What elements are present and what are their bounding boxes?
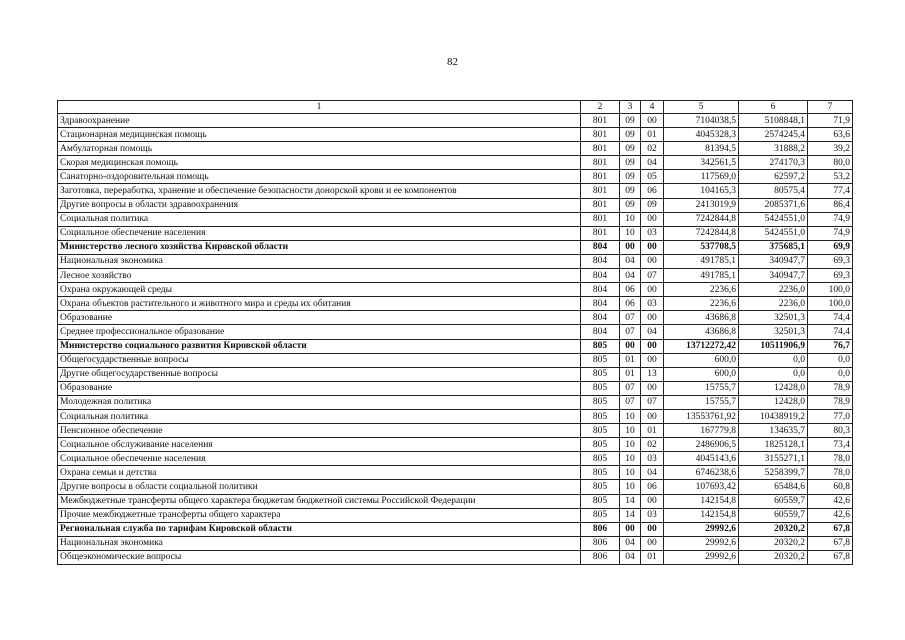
table-row bbox=[58, 269, 853, 283]
row-percent-cell: 67,8 bbox=[808, 522, 853, 536]
header-cell: 2 bbox=[581, 101, 620, 114]
row-name-cell: Прочие межбюджетные трансферты общего характера bbox=[58, 508, 581, 522]
table-row bbox=[58, 395, 853, 409]
table-row bbox=[58, 409, 853, 423]
row-name-cell: Образование bbox=[58, 311, 581, 325]
row-plan-cell: 13553761,92 bbox=[664, 409, 739, 423]
row-percent-cell: 60,8 bbox=[808, 480, 853, 494]
row-subsection-cell: 06 bbox=[641, 480, 664, 494]
table-row bbox=[58, 254, 853, 268]
row-section-cell: 10 bbox=[620, 424, 641, 438]
row-subsection-cell: 04 bbox=[641, 156, 664, 170]
row-section-cell: 07 bbox=[620, 311, 641, 325]
row-subsection-cell: 00 bbox=[641, 114, 664, 128]
row-plan-cell: 342561,5 bbox=[664, 156, 739, 170]
row-section-cell: 04 bbox=[620, 550, 641, 564]
row-code-cell: 805 bbox=[581, 494, 620, 508]
table-row bbox=[58, 353, 853, 367]
row-subsection-cell: 01 bbox=[641, 550, 664, 564]
row-percent-cell: 80,0 bbox=[808, 156, 853, 170]
row-subsection-cell: 00 bbox=[641, 536, 664, 550]
row-percent-cell: 74,4 bbox=[808, 311, 853, 325]
row-name-cell: Социальная политика bbox=[58, 409, 581, 423]
table-row bbox=[58, 198, 853, 212]
row-section-cell: 10 bbox=[620, 480, 641, 494]
row-name-cell: Среднее профессиональное образование bbox=[58, 325, 581, 339]
row-actual-cell: 3155271,1 bbox=[739, 452, 808, 466]
row-plan-cell: 167779,8 bbox=[664, 424, 739, 438]
row-plan-cell: 2236,6 bbox=[664, 297, 739, 311]
row-section-cell: 04 bbox=[620, 536, 641, 550]
row-section-cell: 06 bbox=[620, 297, 641, 311]
row-name-cell: Стационарная медицинская помощь bbox=[58, 128, 581, 142]
table-row bbox=[58, 550, 853, 564]
row-code-cell: 805 bbox=[581, 381, 620, 395]
row-section-cell: 00 bbox=[620, 339, 641, 353]
row-code-cell: 801 bbox=[581, 142, 620, 156]
row-percent-cell: 71,9 bbox=[808, 114, 853, 128]
row-code-cell: 804 bbox=[581, 269, 620, 283]
table-row bbox=[58, 367, 853, 381]
row-subsection-cell: 02 bbox=[641, 142, 664, 156]
row-code-cell: 801 bbox=[581, 128, 620, 142]
row-percent-cell: 74,9 bbox=[808, 212, 853, 226]
table-row bbox=[58, 381, 853, 395]
row-subsection-cell: 01 bbox=[641, 424, 664, 438]
row-plan-cell: 4045328,3 bbox=[664, 128, 739, 142]
row-section-cell: 10 bbox=[620, 438, 641, 452]
row-section-cell: 09 bbox=[620, 156, 641, 170]
row-subsection-cell: 05 bbox=[641, 170, 664, 184]
row-plan-cell: 29992,6 bbox=[664, 522, 739, 536]
row-plan-cell: 491785,1 bbox=[664, 254, 739, 268]
row-actual-cell: 375685,1 bbox=[739, 240, 808, 254]
row-code-cell: 801 bbox=[581, 212, 620, 226]
row-actual-cell: 2085371,6 bbox=[739, 198, 808, 212]
table-row bbox=[58, 466, 853, 480]
row-percent-cell: 63,6 bbox=[808, 128, 853, 142]
table-row bbox=[58, 311, 853, 325]
row-section-cell: 09 bbox=[620, 170, 641, 184]
row-percent-cell: 69,3 bbox=[808, 254, 853, 268]
row-code-cell: 805 bbox=[581, 508, 620, 522]
row-plan-cell: 2486906,5 bbox=[664, 438, 739, 452]
row-name-cell: Заготовка, переработка, хранение и обеспечение безопасности донорской крови и ее компонентов bbox=[58, 184, 581, 198]
row-percent-cell: 86,4 bbox=[808, 198, 853, 212]
row-actual-cell: 20320,2 bbox=[739, 536, 808, 550]
row-actual-cell: 0,0 bbox=[739, 353, 808, 367]
row-actual-cell: 5258399,7 bbox=[739, 466, 808, 480]
row-plan-cell: 7242844,8 bbox=[664, 226, 739, 240]
row-plan-cell: 600,0 bbox=[664, 353, 739, 367]
row-subsection-cell: 00 bbox=[641, 409, 664, 423]
header-cell: 3 bbox=[620, 101, 641, 114]
table-row bbox=[58, 536, 853, 550]
row-section-cell: 10 bbox=[620, 409, 641, 423]
row-actual-cell: 2574245,4 bbox=[739, 128, 808, 142]
row-name-cell: Пенсионное обеспечение bbox=[58, 424, 581, 438]
row-actual-cell: 2236,0 bbox=[739, 297, 808, 311]
row-section-cell: 04 bbox=[620, 254, 641, 268]
row-subsection-cell: 00 bbox=[641, 311, 664, 325]
row-subsection-cell: 07 bbox=[641, 269, 664, 283]
row-name-cell: Национальная экономика bbox=[58, 536, 581, 550]
row-percent-cell: 80,3 bbox=[808, 424, 853, 438]
row-section-cell: 09 bbox=[620, 198, 641, 212]
row-name-cell: Образование bbox=[58, 381, 581, 395]
row-name-cell: Министерство социального развития Кировской области bbox=[58, 339, 581, 353]
row-section-cell: 10 bbox=[620, 226, 641, 240]
row-subsection-cell: 04 bbox=[641, 325, 664, 339]
row-name-cell: Национальная экономика bbox=[58, 254, 581, 268]
row-subsection-cell: 03 bbox=[641, 508, 664, 522]
row-name-cell: Социальное обеспечение населения bbox=[58, 452, 581, 466]
row-plan-cell: 142154,8 bbox=[664, 508, 739, 522]
row-percent-cell: 100,0 bbox=[808, 283, 853, 297]
row-name-cell: Другие вопросы в области социальной политики bbox=[58, 480, 581, 494]
row-code-cell: 805 bbox=[581, 409, 620, 423]
row-actual-cell: 80575,4 bbox=[739, 184, 808, 198]
row-subsection-cell: 04 bbox=[641, 466, 664, 480]
header-cell: 1 bbox=[58, 101, 581, 114]
row-section-cell: 14 bbox=[620, 494, 641, 508]
row-percent-cell: 77,4 bbox=[808, 184, 853, 198]
row-name-cell: Другие общегосударственные вопросы bbox=[58, 367, 581, 381]
table-row bbox=[58, 424, 853, 438]
row-name-cell: Социальная политика bbox=[58, 212, 581, 226]
row-actual-cell: 10438919,2 bbox=[739, 409, 808, 423]
row-subsection-cell: 00 bbox=[641, 212, 664, 226]
row-percent-cell: 76,7 bbox=[808, 339, 853, 353]
row-section-cell: 00 bbox=[620, 240, 641, 254]
table-row bbox=[58, 184, 853, 198]
row-percent-cell: 0,0 bbox=[808, 367, 853, 381]
row-subsection-cell: 13 bbox=[641, 367, 664, 381]
row-code-cell: 806 bbox=[581, 536, 620, 550]
row-actual-cell: 5424551,0 bbox=[739, 226, 808, 240]
table-row bbox=[58, 156, 853, 170]
row-subsection-cell: 00 bbox=[641, 353, 664, 367]
row-code-cell: 804 bbox=[581, 254, 620, 268]
row-actual-cell: 2236,0 bbox=[739, 283, 808, 297]
row-name-cell: Здравоохранение bbox=[58, 114, 581, 128]
row-section-cell: 10 bbox=[620, 452, 641, 466]
row-code-cell: 801 bbox=[581, 156, 620, 170]
row-actual-cell: 10511906,9 bbox=[739, 339, 808, 353]
row-section-cell: 07 bbox=[620, 325, 641, 339]
row-actual-cell: 340947,7 bbox=[739, 269, 808, 283]
row-actual-cell: 1825128,1 bbox=[739, 438, 808, 452]
row-subsection-cell: 00 bbox=[641, 522, 664, 536]
row-name-cell: Общегосударственные вопросы bbox=[58, 353, 581, 367]
row-subsection-cell: 00 bbox=[641, 240, 664, 254]
row-plan-cell: 2236,6 bbox=[664, 283, 739, 297]
row-subsection-cell: 03 bbox=[641, 226, 664, 240]
table-row bbox=[58, 128, 853, 142]
row-actual-cell: 0,0 bbox=[739, 367, 808, 381]
row-percent-cell: 73,4 bbox=[808, 438, 853, 452]
row-code-cell: 805 bbox=[581, 339, 620, 353]
table-row bbox=[58, 170, 853, 184]
row-subsection-cell: 06 bbox=[641, 184, 664, 198]
table-header-row bbox=[58, 101, 853, 114]
row-code-cell: 804 bbox=[581, 311, 620, 325]
row-actual-cell: 12428,0 bbox=[739, 381, 808, 395]
row-section-cell: 09 bbox=[620, 184, 641, 198]
row-plan-cell: 43686,8 bbox=[664, 311, 739, 325]
row-percent-cell: 69,3 bbox=[808, 269, 853, 283]
row-actual-cell: 20320,2 bbox=[739, 550, 808, 564]
row-name-cell: Министерство лесного хозяйства Кировской области bbox=[58, 240, 581, 254]
row-subsection-cell: 00 bbox=[641, 254, 664, 268]
row-code-cell: 806 bbox=[581, 550, 620, 564]
row-plan-cell: 491785,1 bbox=[664, 269, 739, 283]
row-plan-cell: 142154,8 bbox=[664, 494, 739, 508]
row-actual-cell: 274170,3 bbox=[739, 156, 808, 170]
row-name-cell: Амбулаторная помощь bbox=[58, 142, 581, 156]
row-code-cell: 804 bbox=[581, 283, 620, 297]
row-percent-cell: 0,0 bbox=[808, 353, 853, 367]
row-plan-cell: 2413019,9 bbox=[664, 198, 739, 212]
row-section-cell: 01 bbox=[620, 367, 641, 381]
row-section-cell: 09 bbox=[620, 128, 641, 142]
row-subsection-cell: 00 bbox=[641, 381, 664, 395]
row-code-cell: 805 bbox=[581, 466, 620, 480]
row-name-cell: Межбюджетные трансферты общего характера бюджетам бюджетной системы Российской Федерации bbox=[58, 494, 581, 508]
row-percent-cell: 42,6 bbox=[808, 494, 853, 508]
row-actual-cell: 32501,3 bbox=[739, 311, 808, 325]
row-code-cell: 804 bbox=[581, 325, 620, 339]
row-actual-cell: 20320,2 bbox=[739, 522, 808, 536]
row-section-cell: 01 bbox=[620, 353, 641, 367]
table-row bbox=[58, 522, 853, 536]
row-actual-cell: 60559,7 bbox=[739, 508, 808, 522]
row-percent-cell: 78,9 bbox=[808, 395, 853, 409]
row-subsection-cell: 00 bbox=[641, 339, 664, 353]
row-percent-cell: 100,0 bbox=[808, 297, 853, 311]
row-subsection-cell: 00 bbox=[641, 283, 664, 297]
row-code-cell: 801 bbox=[581, 170, 620, 184]
row-plan-cell: 4045143,6 bbox=[664, 452, 739, 466]
row-actual-cell: 340947,7 bbox=[739, 254, 808, 268]
budget-table bbox=[57, 100, 853, 565]
row-percent-cell: 67,8 bbox=[808, 550, 853, 564]
row-percent-cell: 78,0 bbox=[808, 452, 853, 466]
table-row bbox=[58, 480, 853, 494]
table-row bbox=[58, 212, 853, 226]
row-code-cell: 801 bbox=[581, 198, 620, 212]
row-code-cell: 805 bbox=[581, 452, 620, 466]
table-row bbox=[58, 142, 853, 156]
row-name-cell: Другие вопросы в области здравоохранения bbox=[58, 198, 581, 212]
row-name-cell: Охрана объектов растительного и животного мира и среды их обитания bbox=[58, 297, 581, 311]
table-row bbox=[58, 452, 853, 466]
row-actual-cell: 12428,0 bbox=[739, 395, 808, 409]
row-name-cell: Социальное обеспечение населения bbox=[58, 226, 581, 240]
row-percent-cell: 77,0 bbox=[808, 409, 853, 423]
row-name-cell: Социальное обслуживание населения bbox=[58, 438, 581, 452]
row-plan-cell: 6746238,6 bbox=[664, 466, 739, 480]
row-name-cell: Санаторно-оздоровительная помощь bbox=[58, 170, 581, 184]
row-percent-cell: 67,8 bbox=[808, 536, 853, 550]
header-cell: 4 bbox=[641, 101, 664, 114]
row-section-cell: 07 bbox=[620, 381, 641, 395]
row-plan-cell: 15755,7 bbox=[664, 381, 739, 395]
row-code-cell: 804 bbox=[581, 240, 620, 254]
row-code-cell: 805 bbox=[581, 353, 620, 367]
row-plan-cell: 81394,5 bbox=[664, 142, 739, 156]
row-subsection-cell: 09 bbox=[641, 198, 664, 212]
row-percent-cell: 78,9 bbox=[808, 381, 853, 395]
row-plan-cell: 13712272,42 bbox=[664, 339, 739, 353]
row-actual-cell: 5108848,1 bbox=[739, 114, 808, 128]
row-plan-cell: 7242844,8 bbox=[664, 212, 739, 226]
row-name-cell: Охрана семьи и детства bbox=[58, 466, 581, 480]
row-code-cell: 805 bbox=[581, 438, 620, 452]
row-percent-cell: 69,9 bbox=[808, 240, 853, 254]
row-actual-cell: 62597,2 bbox=[739, 170, 808, 184]
row-section-cell: 09 bbox=[620, 142, 641, 156]
row-plan-cell: 104165,3 bbox=[664, 184, 739, 198]
row-name-cell: Общеэкономические вопросы bbox=[58, 550, 581, 564]
row-actual-cell: 60559,7 bbox=[739, 494, 808, 508]
row-subsection-cell: 01 bbox=[641, 128, 664, 142]
table-row bbox=[58, 226, 853, 240]
row-section-cell: 04 bbox=[620, 269, 641, 283]
row-subsection-cell: 03 bbox=[641, 452, 664, 466]
row-code-cell: 806 bbox=[581, 522, 620, 536]
row-name-cell: Молодежная политика bbox=[58, 395, 581, 409]
row-section-cell: 14 bbox=[620, 508, 641, 522]
row-percent-cell: 53,2 bbox=[808, 170, 853, 184]
row-name-cell: Скорая медицинская помощь bbox=[58, 156, 581, 170]
page-number: 82 bbox=[447, 56, 458, 68]
table-row bbox=[58, 114, 853, 128]
row-section-cell: 10 bbox=[620, 212, 641, 226]
row-plan-cell: 600,0 bbox=[664, 367, 739, 381]
row-plan-cell: 43686,8 bbox=[664, 325, 739, 339]
row-section-cell: 10 bbox=[620, 466, 641, 480]
row-subsection-cell: 02 bbox=[641, 438, 664, 452]
row-percent-cell: 39,2 bbox=[808, 142, 853, 156]
row-subsection-cell: 07 bbox=[641, 395, 664, 409]
row-actual-cell: 32501,3 bbox=[739, 325, 808, 339]
row-code-cell: 801 bbox=[581, 184, 620, 198]
row-actual-cell: 31888,2 bbox=[739, 142, 808, 156]
table-row bbox=[58, 283, 853, 297]
row-code-cell: 805 bbox=[581, 395, 620, 409]
row-plan-cell: 107693,42 bbox=[664, 480, 739, 494]
table-row bbox=[58, 297, 853, 311]
row-plan-cell: 537708,5 bbox=[664, 240, 739, 254]
row-section-cell: 06 bbox=[620, 283, 641, 297]
row-plan-cell: 15755,7 bbox=[664, 395, 739, 409]
row-code-cell: 801 bbox=[581, 114, 620, 128]
row-plan-cell: 29992,6 bbox=[664, 550, 739, 564]
row-section-cell: 00 bbox=[620, 522, 641, 536]
header-cell: 6 bbox=[739, 101, 808, 114]
row-section-cell: 07 bbox=[620, 395, 641, 409]
row-code-cell: 805 bbox=[581, 367, 620, 381]
table-row bbox=[58, 325, 853, 339]
row-section-cell: 09 bbox=[620, 114, 641, 128]
table-row bbox=[58, 494, 853, 508]
row-code-cell: 804 bbox=[581, 297, 620, 311]
row-plan-cell: 29992,6 bbox=[664, 536, 739, 550]
row-plan-cell: 117569,0 bbox=[664, 170, 739, 184]
row-plan-cell: 7104038,5 bbox=[664, 114, 739, 128]
row-name-cell: Охрана окружающей среды bbox=[58, 283, 581, 297]
row-code-cell: 805 bbox=[581, 480, 620, 494]
table-row bbox=[58, 240, 853, 254]
row-code-cell: 805 bbox=[581, 424, 620, 438]
header-cell: 5 bbox=[664, 101, 739, 114]
row-name-cell: Региональная служба по тарифам Кировской области bbox=[58, 522, 581, 536]
row-actual-cell: 134635,7 bbox=[739, 424, 808, 438]
row-percent-cell: 42,6 bbox=[808, 508, 853, 522]
row-subsection-cell: 00 bbox=[641, 494, 664, 508]
table-row bbox=[58, 438, 853, 452]
table-row bbox=[58, 339, 853, 353]
row-subsection-cell: 03 bbox=[641, 297, 664, 311]
header-cell: 7 bbox=[808, 101, 853, 114]
row-code-cell: 801 bbox=[581, 226, 620, 240]
row-actual-cell: 5424551,0 bbox=[739, 212, 808, 226]
row-actual-cell: 65484,6 bbox=[739, 480, 808, 494]
row-name-cell: Лесное хозяйство bbox=[58, 269, 581, 283]
row-percent-cell: 78,0 bbox=[808, 466, 853, 480]
row-percent-cell: 74,4 bbox=[808, 325, 853, 339]
row-percent-cell: 74,9 bbox=[808, 226, 853, 240]
table-row bbox=[58, 508, 853, 522]
